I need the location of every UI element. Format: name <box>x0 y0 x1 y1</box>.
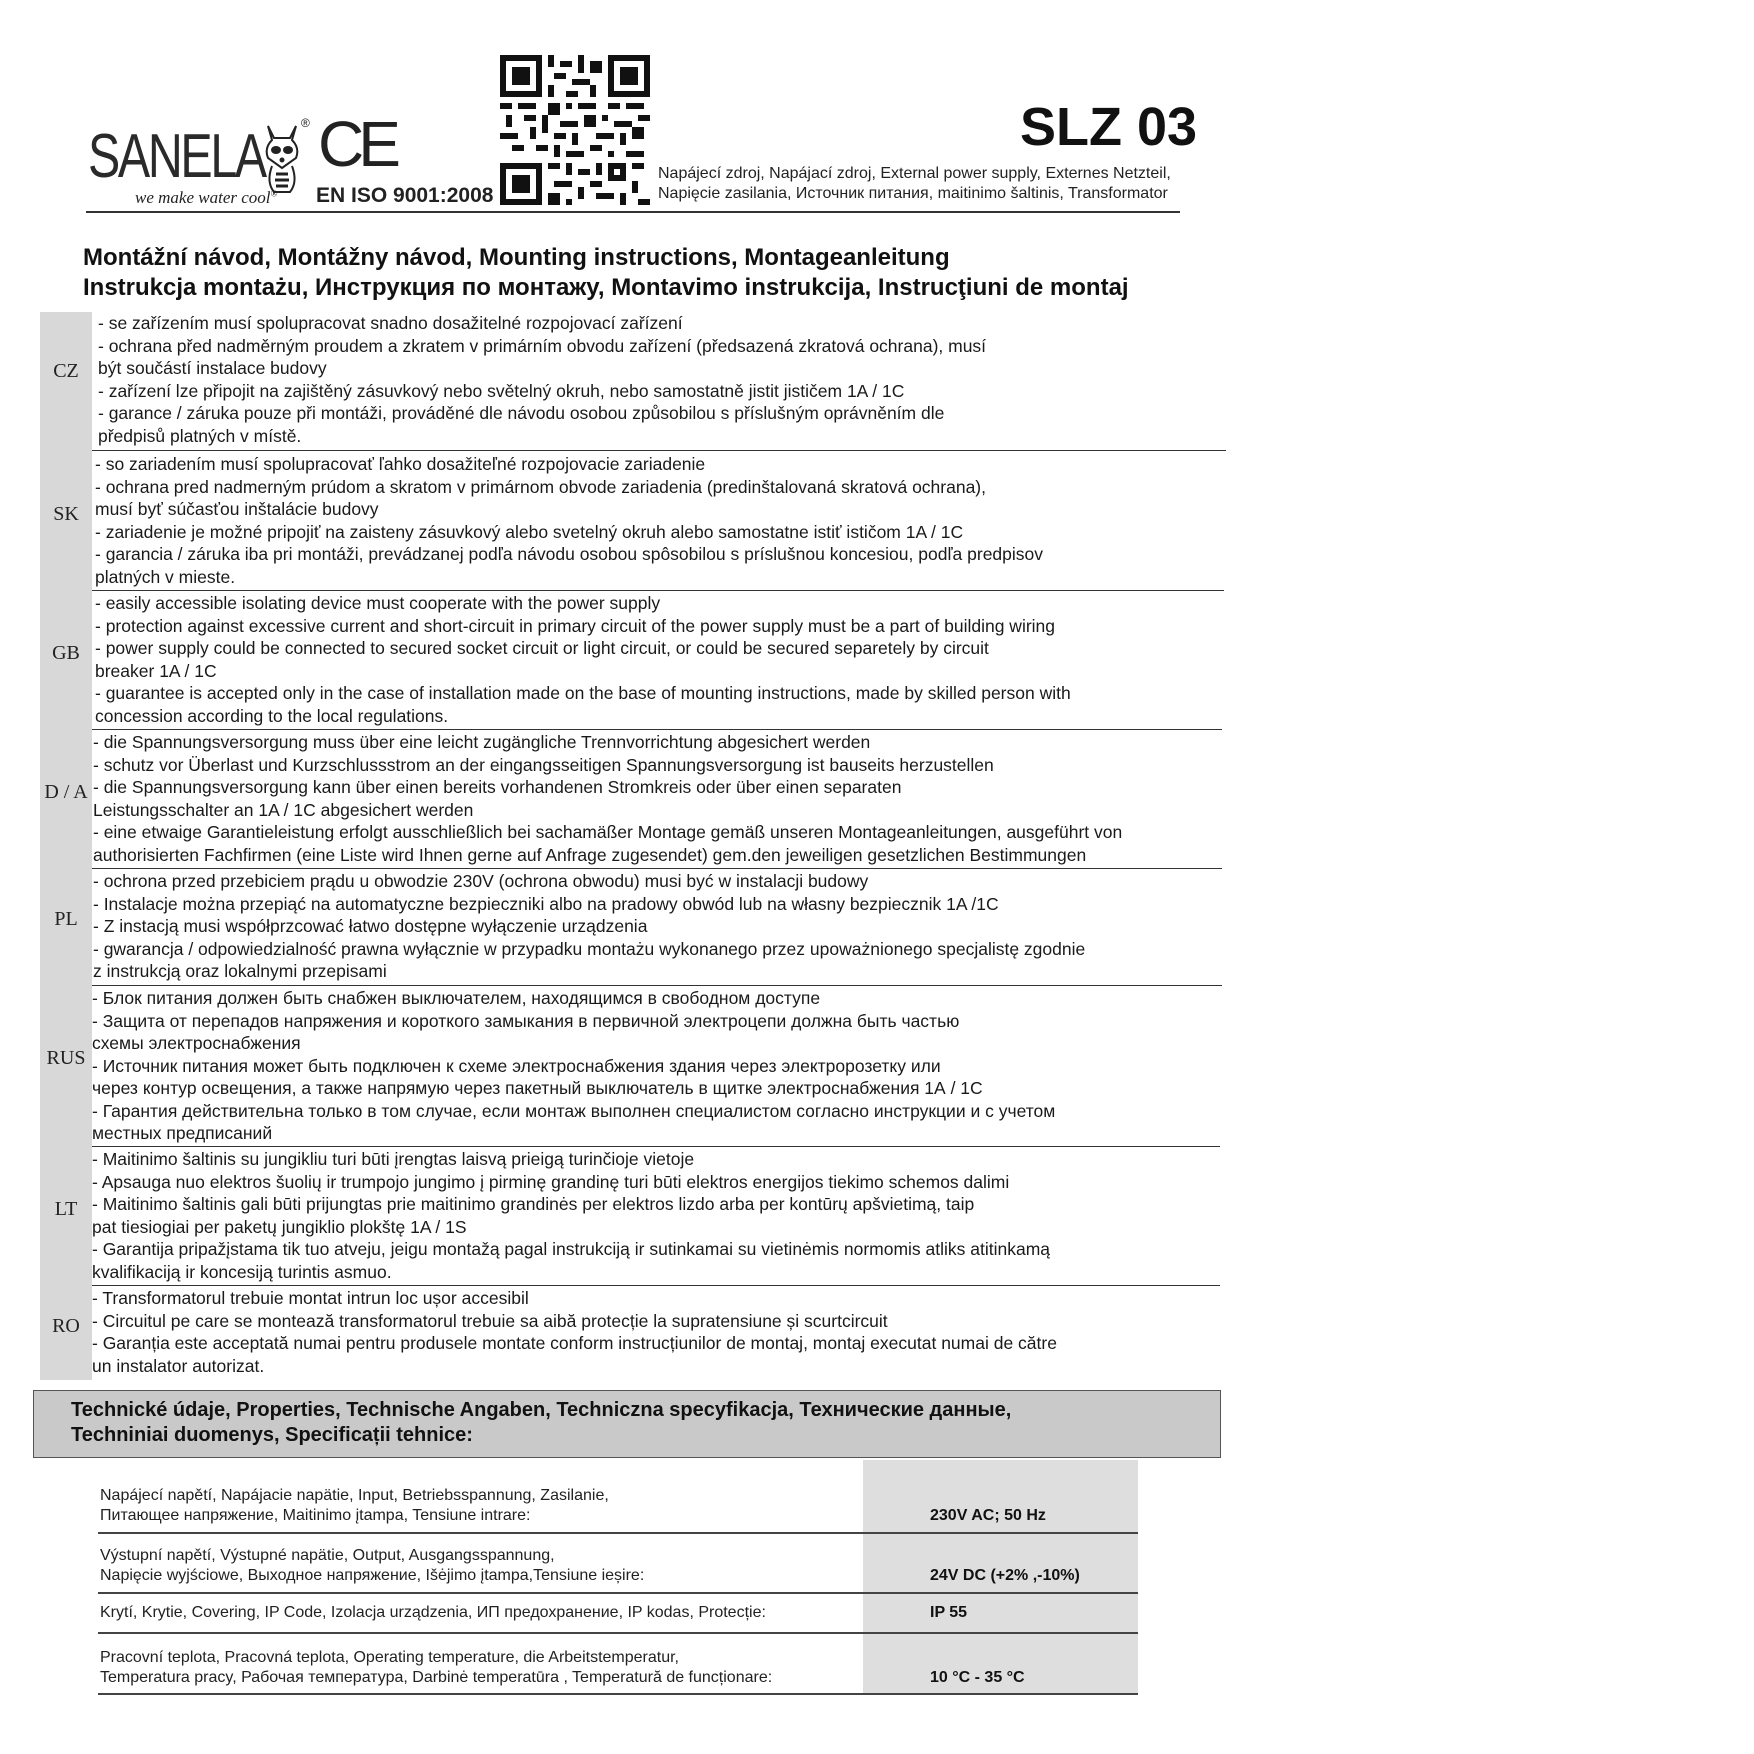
iso-certification: EN ISO 9001:2008 <box>316 184 494 207</box>
instruction-line: Leistungsschalter an 1A / 1C abgesichert werden <box>93 799 474 820</box>
instruction-line: - Maitinimo šaltinis gali būti prijungtas prie maitinimo grandinės per elektros lizdo arba per kontūrų apšvietimą, taip <box>92 1194 975 1214</box>
instruction-line: z instrukcją oraz lokalnymi przepisami <box>93 961 387 981</box>
language-code: LT <box>54 1198 78 1220</box>
spec-row-temperature <box>98 1634 1138 1694</box>
instruction-line: - Apsauga nuo elektros šuolių ir trumpojo jungimo į pirminę grandinę turi būti elektros energijos tiekimo schemos dalimi <box>92 1171 1010 1192</box>
product-subtitle-line: Napięcie zasilania, Источник питания, maitinimo šaltinis, Transformator <box>658 185 1168 202</box>
instruction-line: authorisierten Fachfirmen (eine Liste wird Ihnen gerne auf Anfrage zugesendet) gem.den jeweiligen gesetzlichen Bestimmungen <box>93 844 1087 865</box>
spec-label <box>100 1648 772 1688</box>
section-divider <box>92 985 1222 986</box>
instruction-line: - ochrana před nadměrným proudem a zkratem v primárním obvodu zařízení (předsazená zkratová ochrana), musí <box>98 335 987 356</box>
instruction-line: - Гарантия действительна только в том случае, если монтаж выполнен специалистом согласно инструкции и с учетом <box>92 1100 1056 1121</box>
instruction-line: - die Spannungsversorgung muss über eine leicht zugängliche Trennvorrichtung abgesichert werden <box>93 732 871 752</box>
instruction-line: - so zariadením musí spolupracovať ľahko dosažiteľné rozpojovacie zariadenie <box>95 454 706 474</box>
spec-label-line: Krytí, Krytie, Covering, IP Code, Izolacja urządzenia, ИП предохранение, IP kodas, Protecție: <box>100 1604 766 1621</box>
spec-label-line: Výstupní napětí, Výstupné napätie, Output, Ausgangsspannung, <box>100 1547 555 1564</box>
spec-label <box>100 1603 766 1623</box>
instruction-line: - Источник питания может быть подключен к схеме электроснабжения здания через электророзетку или <box>92 1055 941 1076</box>
instruction-line: - guarantee is accepted only in the case of installation made on the base of mounting instructions, made by skilled person with <box>95 683 1071 703</box>
technical-data-title <box>71 1398 1011 1448</box>
technical-data-header <box>33 1390 1221 1458</box>
brand-tagline: we make water cool® <box>135 188 278 207</box>
instruction-line: - Instalacje można przepiąć na automatyczne bezpieczniki albo na pradowy obwód lub na własny bezpiecznik 1A /1C <box>93 893 999 914</box>
qr-code-icon <box>500 55 650 205</box>
section-divider <box>92 868 1222 869</box>
instruction-line: platných v mieste. <box>95 566 236 587</box>
instruction-line: kvalifikaciją ir koncesiją turintis asmuo. <box>92 1261 392 1282</box>
instruction-line: - power supply could be connected to secured socket circuit or light circuit, or could be secured separetely by circuit <box>95 638 989 658</box>
language-code: CZ <box>53 360 79 382</box>
language-code: RO <box>52 1315 80 1337</box>
language-instructions <box>98 312 1220 447</box>
instruction-line: pat tiesiogiai per paketų jungiklio plokštę 1A / 1S <box>92 1216 467 1237</box>
spec-value: 24V DC (+2% ,-10%) <box>930 1567 1080 1584</box>
language-instructions <box>93 731 1220 866</box>
technical-data-title-line: Techniniai duomenys, Specificații tehnice: <box>71 1424 473 1446</box>
instruction-line: předpisů platných v místě. <box>98 425 302 446</box>
language-instructions <box>92 987 1220 1145</box>
instruction-line: - Garantija pripažįstama tik tuo atveju, jeigu montažą pagal instrukciją ir sutinkamai su vietinėmis normomis atliks atitinkamą <box>92 1239 1051 1259</box>
section-divider <box>92 1285 1220 1286</box>
instruction-line: - zařízení lze připojit na zajištěný zásuvkový nebo světelný okruh, nebo samostatně jistit jističem 1A / 1C <box>98 380 905 401</box>
spec-label-line: Napájecí napětí, Napájacie napätie, Input, Betriebsspannung, Zasilanie, <box>100 1487 609 1504</box>
spec-row-output <box>98 1534 1138 1592</box>
language-code: RUS <box>46 1047 86 1069</box>
language-code: GB <box>52 642 80 664</box>
raccoon-mascot-icon <box>260 122 304 194</box>
product-subtitle <box>658 164 1171 204</box>
language-instructions <box>95 453 1220 588</box>
spec-label-line: Pracovní teplota, Pracovná teplota, Operating temperature, die Arbeitstemperatur, <box>100 1649 679 1666</box>
section-divider <box>92 590 1224 591</box>
language-instructions <box>95 592 1220 727</box>
instruction-line: - Защита от перепадов напряжения и короткого замыкания в первичной электроцепи должна быть частью <box>92 1010 960 1031</box>
spec-table <box>98 1460 1138 1695</box>
registered-mark: ® <box>301 116 310 130</box>
instruction-line: - die Spannungsversorgung kann über einen bereits vorhandenen Stromkreis oder über einen separaten <box>93 777 902 797</box>
ce-mark: CE <box>318 108 395 180</box>
instruction-line: - schutz vor Überlast und Kurzschlussstrom an der eingangsseitigen Spannungsversorgung ist bauseits herzustellen <box>93 754 994 775</box>
section-divider <box>92 729 1222 730</box>
document-title <box>83 243 1129 303</box>
spec-label <box>100 1546 644 1586</box>
language-instructions <box>92 1287 1220 1377</box>
language-sections <box>40 312 1220 1380</box>
spec-label <box>100 1486 609 1526</box>
instruction-line: - eine etwaige Garantieleistung erfolgt ausschließlich bei sachamäßer Montage gemäß unseren Montageanleitungen, ausgeführt von <box>93 822 1123 842</box>
technical-data-title-line: Technické údaje, Properties, Technische Angaben, Techniczna specyfikacja, Технические данные, <box>71 1399 1012 1421</box>
spec-label-line: Temperatura pracy, Рабочая температура, Darbinė temperatūra , Temperatură de funcționare: <box>100 1669 773 1686</box>
product-model: SLZ 03 <box>1020 97 1198 157</box>
instruction-line: - protection against excessive current and short-circuit in primary circuit of the power supply must be a part of building wiring <box>95 615 1056 636</box>
instruction-line: - garance / záruka pouze při montáži, prováděné dle návodu osobou způsobilou s příslušným oprávněním dle <box>98 403 945 423</box>
instruction-line: схемы электроснабжения <box>92 1033 301 1053</box>
instruction-line: concession according to the local regulations. <box>95 705 449 726</box>
spec-row-covering <box>98 1594 1138 1632</box>
instruction-line: - ochrana pred nadmerným prúdom a skratom v primárnom obvode zariadenia (predinštalovaná skratová ochrana), <box>95 476 986 497</box>
spec-value: IP 55 <box>930 1604 968 1621</box>
spec-row-divider <box>98 1693 1138 1695</box>
spec-value: 10 °C - 35 °C <box>930 1669 1025 1686</box>
document-title-line: Montážní návod, Montážny návod, Mounting instructions, Montageanleitung <box>83 244 950 271</box>
spec-label-line: Napięcie wyjściowe, Выходное напряжение, Išėjimo įtampa,Tensiune ieșire: <box>100 1567 645 1584</box>
header-divider <box>86 211 1180 213</box>
instruction-line: breaker 1A / 1C <box>95 660 217 681</box>
spec-label-line: Питающее напряжение, Maitinimo įtampa, Tensiune intrare: <box>100 1507 531 1524</box>
language-code: SK <box>53 503 79 525</box>
section-divider <box>92 450 1226 451</box>
instruction-line: через контур освещения, а также напрямую через пакетный выключатель в щитке электроснабжения 1А / 1С <box>92 1078 983 1098</box>
instruction-line: - Transformatorul trebuie montat intrun loc ușor accesibil <box>92 1288 529 1308</box>
language-instructions <box>92 1148 1220 1283</box>
brand-logo-text: SANELA <box>88 122 265 191</box>
instruction-line: - easily accessible isolating device must cooperate with the power supply <box>95 593 661 613</box>
language-code: D / A <box>44 781 88 803</box>
instruction-line: - zariadenie je možné pripojiť na zaisteny zásuvkový alebo svetelný okruh alebo samostatne istiť ističom 1A / 1C <box>95 521 964 542</box>
language-instructions <box>93 870 1220 983</box>
instruction-line: - Z instacją musi współprzcować łatwo dostępne wyłączenie urządzenia <box>93 916 648 936</box>
instruction-line: - ochrona przed przebiciem prądu u obwodzie 230V (ochrona obwodu) musi być w instalacji budowy <box>93 871 869 891</box>
document-title-line: Instrukcja montażu, Инструкция по монтажу, Montavimo instrukcija, Instrucţiuni de montaj <box>83 274 1129 301</box>
instruction-line: musí byť súčasťou inštalácie budovy <box>95 499 379 519</box>
instruction-line: - Maitinimo šaltinis su jungikliu turi būti įrengtas laisvą prieigą turinčioje vietoje <box>92 1149 695 1169</box>
instruction-line: být součástí instalace budovy <box>98 358 327 378</box>
brand-logo <box>88 116 310 212</box>
instruction-line: un instalator autorizat. <box>92 1355 265 1376</box>
instruction-line: местных предписаний <box>92 1123 273 1143</box>
product-subtitle-line: Napájecí zdroj, Napájací zdroj, External power supply, Externes Netzteil, <box>658 165 1171 182</box>
language-code: PL <box>54 908 78 930</box>
instruction-line: - Блок питания должен быть снабжен выключателем, находящимся в свободном доступе <box>92 988 821 1008</box>
instruction-line: - Garanția este acceptată numai pentru produsele montate conform instrucțiunilor de montaj, montaj executat numai de către <box>92 1333 1057 1353</box>
spec-value: 230V AC; 50 Hz <box>930 1507 1046 1524</box>
spec-row-input <box>98 1460 1138 1532</box>
instruction-line: - se zařízením musí spolupracovat snadno dosažitelné rozpojovací zařízení <box>98 313 683 333</box>
instruction-line: - Circuitul pe care se montează transformatorul trebuie sa aibă protecție la supratensiune și scurtcircuit <box>92 1310 888 1331</box>
instruction-line: - garancia / záruka iba pri montáži, prevádzanej podľa návodu osobou spôsobilou s príslušnou koncesiou, podľa predpisov <box>95 544 1044 564</box>
section-divider <box>92 1146 1220 1147</box>
instruction-line: - gwarancja / odpowiedzialność prawna wyłącznie w przypadku montażu wykonanego przez upoważnionego specjalistę zgodnie <box>93 938 1086 959</box>
